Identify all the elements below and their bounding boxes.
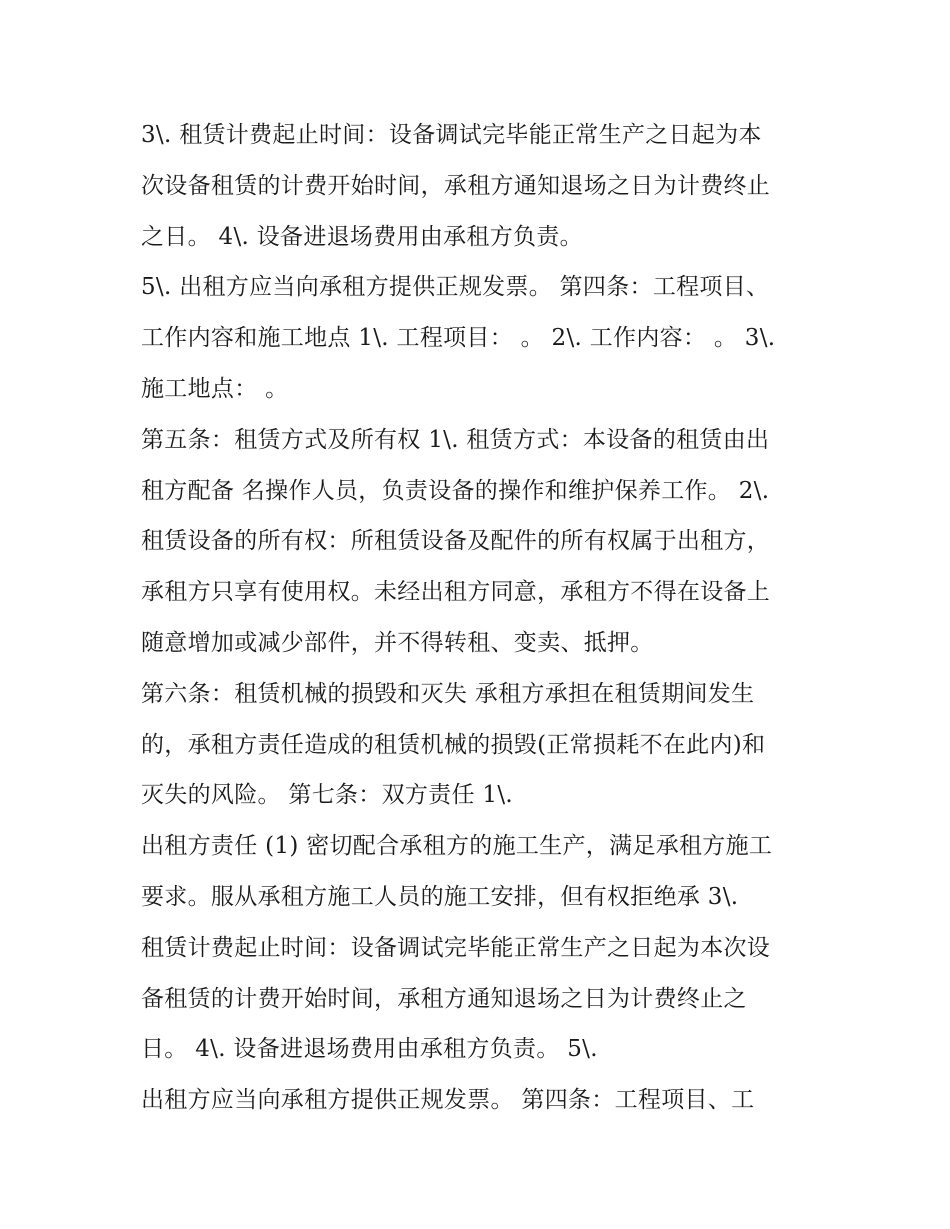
text-line: 承租方只享有使用权。未经出租方同意，承租方不得在设备上: [141, 579, 771, 606]
text-line: 之日。 4\. 设备进退场费用由承租方负责。: [141, 223, 583, 250]
text-line: 施工地点： 。: [141, 375, 289, 402]
text-line: 租赁设备的所有权：所租赁设备及配件的所有权属于出租方，: [141, 528, 771, 555]
text-line: 第五条：租赁方式及所有权 1\. 租赁方式：本设备的租赁由出: [141, 426, 770, 453]
text-line: 5\. 出租方应当向承租方提供正规发票。 第四条：工程项目、: [141, 274, 770, 301]
text-line: 随意增加或减少部件，并不得转租、变卖、抵押。: [141, 629, 654, 656]
text-line: 第六条：租赁机械的损毁和灭失 承租方承担在租赁期间发生: [141, 680, 755, 707]
text-line: 的，承租方责任造成的租赁机械的损毁(正常损耗不在此内)和: [141, 731, 766, 758]
contract-body-text: [141, 110, 831, 1126]
text-line: 灭失的风险。 第七条：双方责任 1\.: [141, 782, 514, 809]
text-line: 租方配备 名操作人员，负责设备的操作和维护保养工作。 2\.: [141, 477, 770, 504]
text-line: 出租方责任 (1) 密切配合承租方的施工生产，满足承租方施工: [141, 833, 773, 860]
text-line: 3\. 租赁计费起止时间：设备调试完毕能正常生产之日起为本: [141, 122, 762, 148]
text-line: 要求。服从承租方施工人员的施工安排，但有权拒绝承 3\.: [141, 883, 739, 910]
text-line: 次设备租赁的计费开始时间，承租方通知退场之日为计费终止: [141, 172, 771, 199]
text-line: 租赁计费起止时间：设备调试完毕能正常生产之日起为本次设: [141, 934, 771, 961]
text-line: 日。 4\. 设备进退场费用由承租方负责。 5\.: [141, 1036, 598, 1063]
text-line: 出租方应当向承租方提供正规发票。 第四条：工程项目、工: [141, 1087, 755, 1114]
text-line: 备租赁的计费开始时间，承租方通知退场之日为计费终止之: [141, 985, 747, 1012]
text-line: 工作内容和施工地点 1\. 工程项目： 。 2\. 工作内容： 。 3\.: [141, 325, 776, 352]
